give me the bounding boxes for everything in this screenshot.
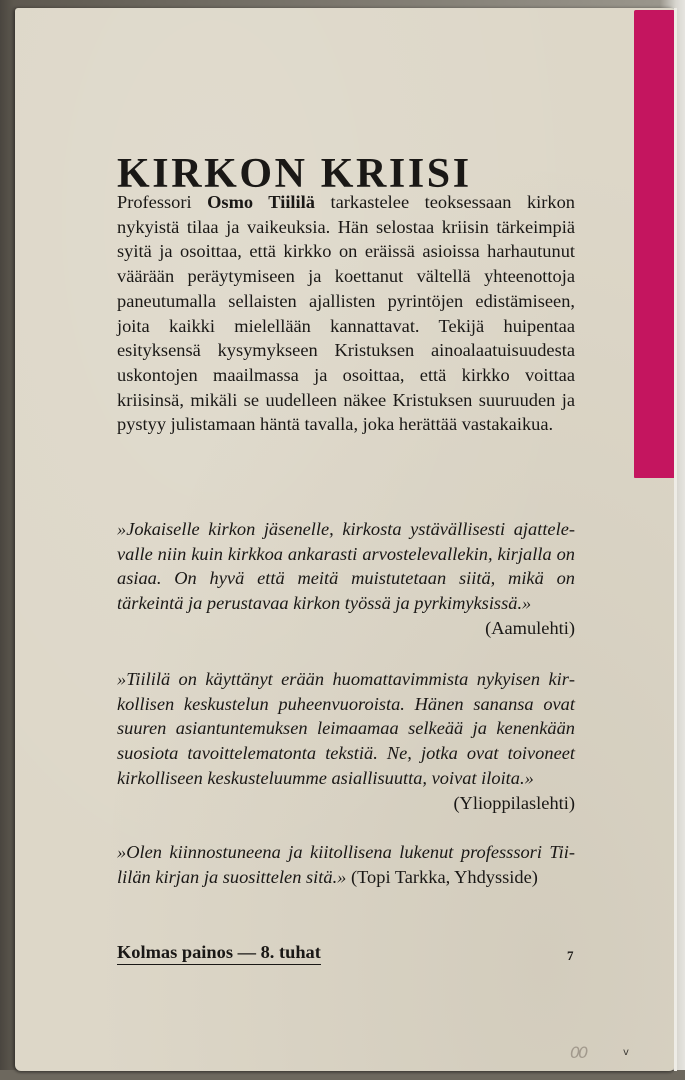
review-quote-ylioppilaslehti [117,667,575,815]
review-source: (Topi Tarkka, Yhdysside) [350,866,538,887]
review-quote-yhdysside [117,840,575,889]
pencil-letter-mark: v [623,1047,629,1058]
description-text: tarkastelee teoksessaan kirkon nykyistä tilaa ja vaikeuksia. Hän selostaa kriisin tärkeimpiä syitä ja osoittaa, että kirkko on eräissä asioissa harhautunut väärään peräytymiseen ja koettanut vältellä yhteenottoja paneutumalla sellaisten ajallisten pyrintöjen edistämiseen, joita kaikki mielellään kannattavat. Tekijä huipentaa esityksensä kysymykseen Kristuksen ainoalaatuisuudesta uskontojen maailmassa ja osoittaa, että kirkko voittaa kriisinsä, mikäli se uudelleen näkee Kristuksen suuruuden ja pystyy julistamaan häntä tavalla, joka herättää vastakaikua. [117,192,575,435]
magenta-spine-strip [634,10,676,478]
book-description [117,190,575,437]
book-title: KIRKON KRIISI [117,151,472,198]
edition-label: Kolmas painos — 8. tuhat [117,941,321,965]
page-number: 7 [567,948,574,963]
review-text: »Tiililä on käyttänyt erään huomattavimmista nykyisen kirkollisen keskustelun puheenvuoroista. Hänen sanansa ovat suuren asiantuntemuksen leimaamaa selkeää ja kenenkään suosiota tavoittelematonta tekstiä. Ne, jotka ovat toivoneet kirkolliseen keskusteluumme asiallisuutta, voivat iloita.» [117,669,575,788]
description-intro: Professori [117,192,208,212]
review-source: (Ylioppilaslehti) [453,792,575,813]
review-quote-aamulehti [117,517,575,641]
pencil-price-mark: 00 [570,1043,587,1062]
author-name: Osmo Tiililä [207,192,315,212]
review-text: »Olen kiinnostuneena ja kiitollisena lukenut professsori Tiililän kirjan ja suosittelen sitä.» [117,842,575,887]
table-shadow [0,1070,685,1080]
review-source: (Aamulehti) [485,617,575,638]
review-text: »Jokaiselle kirkon jäsenelle, kirkosta ystävällisesti ajattelevalle niin kuin kirkkoa ankarasti arvostelevallekin, kirjalla on asiaa. On hyvä että meitä muistutetaan siitä, mikä on tärkeintä ja perustavaa kirkon työssä ja pyrkimyksissä.» [117,519,575,614]
page-edge [674,8,677,1071]
